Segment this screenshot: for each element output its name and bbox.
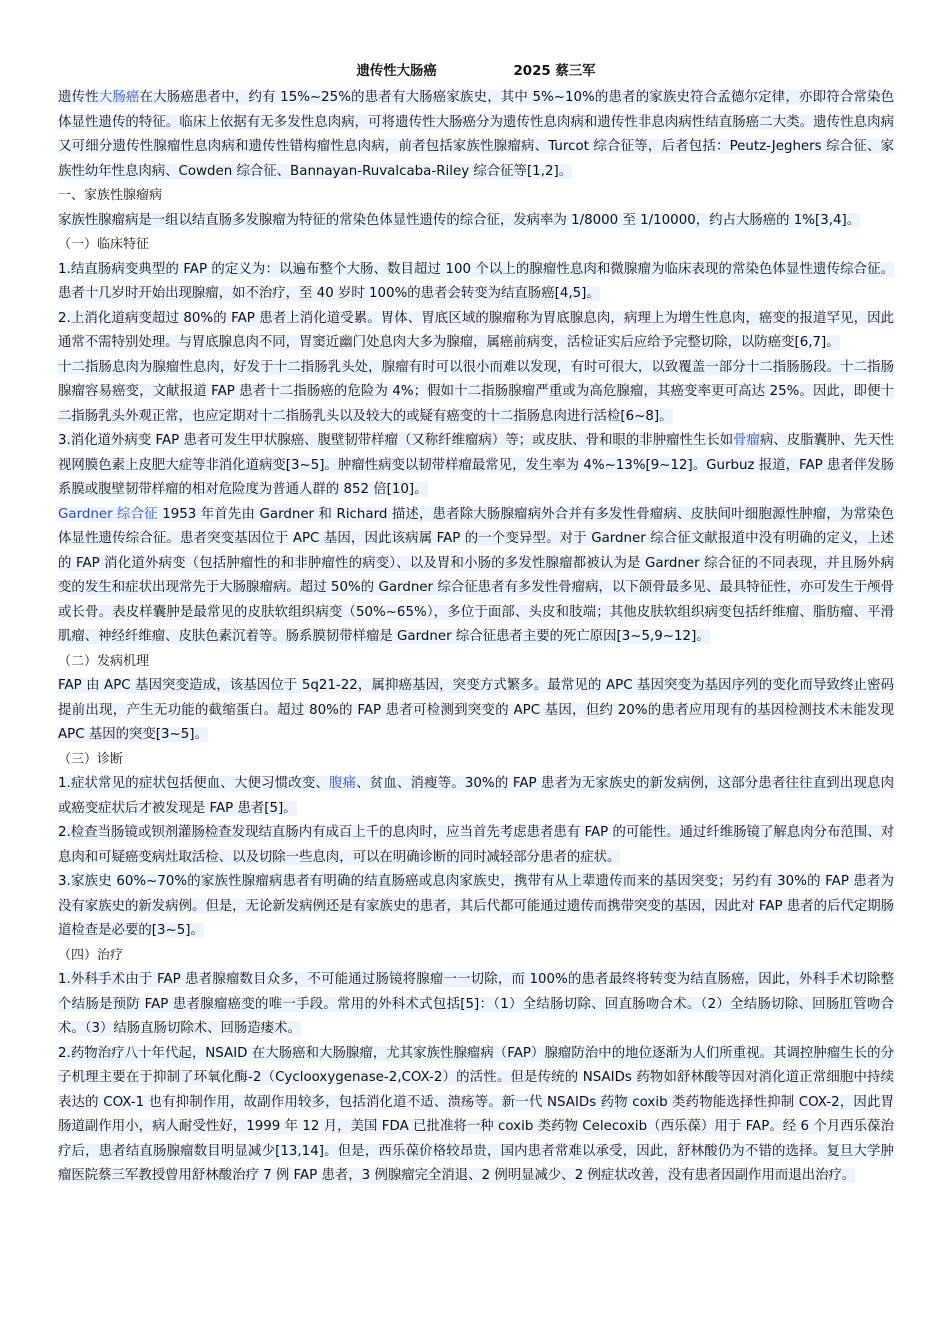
paragraph [58,870,894,944]
paragraph [58,674,894,748]
paragraph [58,258,894,307]
paragraph [58,209,894,234]
section-heading: （一）临床特征 [58,237,150,252]
title-byline: 2025 蔡三军 [513,64,596,79]
paragraph [58,772,894,821]
inline-link[interactable]: Gardner 综合征 [58,506,158,522]
document-body [58,86,894,1189]
paragraph [58,356,894,430]
paragraph [58,86,894,184]
paragraph-text: 3.家族史 60%~70%的家族性腺瘤病患者有明确的结直肠癌或息肉家族史，携带有从上辈遗传而来的基因突变；另约有 30%的 FAP 患者为没有家族史的新发病例。但是，无论新发病例还是有家族史的患者，其后代都可能通过遗传而携带突变的基因，因此对 FAP 患者的后代定期肠道检查是必要的[3~5]。 [58,874,894,938]
paragraph [58,1042,894,1189]
paragraph-text: 遗传性 [58,90,99,105]
title-main: 遗传性大肠癌 [356,64,437,79]
section-heading: （四）治疗 [58,947,124,963]
paragraph-text: FAP 由 APC 基因突变造成，该基因位于 5q21-22，属抑癌基因，突变方式繁多。最常见的 APC 基因突变为基因序列的变化而导致终止密码提前出现，产生无功能的截缩蛋白。超过 80%的 FAP 患者可检测到突变的 APC 基因，但约 20%的患者应用现有的基因检测技术未能发现 APC 基因的突变[3~5]。 [58,678,894,742]
paragraph-text: 在大肠癌患者中，约有 15%~25%的患者有大肠癌家族史，其中 5%~10%的患者的家族史符合孟德尔定律，亦即符合常染色体显性遗传的特征。临床上依据有无多发性息肉病，可将遗传性大肠癌分为遗传性息肉病和遗传性非息肉病性结直肠癌二大类。遗传性息肉病又可细分遗传性腺瘤性息肉病和遗传性错构瘤性息肉病，前者包括家族性腺瘤病、Turcot 综合征等，后者包括：Peutz-Jeghers 综合征、家族性幼年性息肉病、Cowden 综合征、Bannayan-Ruvalcaba-Riley 综合征等[1,2]。 [58,90,895,179]
paragraph-text: 1.外科手术由于 FAP 患者腺瘤数目众多，不可能通过肠镜将腺瘤一一切除，而 100%的患者最终将转变为结直肠癌，因此，外科手术切除整个结肠是预防 FAP 患者腺瘤癌变的唯一手段。常用的外科术式包括[5]：（1）全结肠切除、回直肠吻合术。（2）全结肠切除、回肠肛管吻合术。（3）结肠直肠切除术、回肠造瘘术。 [58,972,894,1036]
paragraph-text: 2.检查当肠镜或钡剂灌肠检查发现结直肠内有成百上千的息肉时，应当首先考虑患者患有 FAP 的可能性。通过纤维肠镜了解息肉分布范围、对息肉和可疑癌变病灶取活检、以及切除一些息肉，可以在明确诊断的同时减轻部分患者的症状。 [58,825,894,865]
paragraph-text: 1953 年首先由 Gardner 和 Richard 描述，患者除大肠腺瘤病外合并有多发性骨瘤病、皮肤间叶细胞源性肿瘤，为常染色体显性遗传综合征。患者突变基因位于 APC 基因，因此该病属 FAP 的一个变异型。对于 Gardner 综合征文献报道中没有明确的定义，上述的 FAP 消化道外病变（包括肿瘤性的和非肿瘤性的病变）、以及胃和小肠的多发性腺瘤都被认为是 Gardner 综合征的不同表现，并且肠外病变的发生和症状出现常先于大肠腺瘤病。超过 50%的 Gardner 综合征患者有多发性骨瘤病，以下颌骨最多见、最具特征性，亦可发生于颅骨或长骨。表皮样囊肿是最常见的皮肤软组织病变（50%~65%），多位于面部、头皮和肢端；其他皮肤软组织病变包括纤维瘤、脂肪瘤、平滑肌瘤、神经纤维瘤、皮肤色素沉着等。肠系膜韧带样瘤是 Gardner 综合征患者主要的死亡原因[3~5,9~12]。 [58,506,895,644]
paragraph [58,503,894,650]
paragraph [58,307,894,356]
paragraph-text: 、贫血、消瘦等。30%的 FAP 患者为无家族史的新发病例，这部分患者往往直到出现息肉或癌变症状后才被发现是 FAP 患者[5]。 [58,776,894,816]
paragraph [58,429,894,503]
paragraph [58,968,894,1042]
paragraph-text: 2.药物治疗八十年代起，NSAID 在大肠癌和大肠腺瘤，尤其家族性腺瘤病（FAP）腺瘤防治中的地位逐渐为人们所重视。其调控肿瘤生长的分子机理主要在于抑制了环氧化酶-2（Cyclooxygenase-2,COX-2）的活性。但是传统的 NSAIDs 药物如舒林酸等因对消化道正常细胞中持续表达的 COX-1 也有抑制作用，故副作用较多，包括消化道不适、溃疡等。新一代 NSAIDs 药物 coxib 类药物能选择性抑制 COX-2，因此胃肠道副作用小，病人耐受性好，1999 年 12 月，美国 FDA 已批准将一种 coxib 类药物 Celecoxib（西乐葆）用于 FAP。经 6 个月西乐葆治疗后，患者结直肠腺瘤数目明显减少[13,14]。但是，西乐葆价格较昂贵，国内患者常难以承受，因此，舒林酸仍为不错的选择。复旦大学肿瘤医院蔡三军教授曾用舒林酸治疗 7 例 FAP 患者，3 例腺瘤完全消退、2 例明显减少、2 例症状改善，没有患者因副作用而退出治疗。 [58,1045,894,1183]
section-heading: （三）诊断 [58,751,124,767]
inline-link[interactable]: 骨瘤 [733,433,760,448]
paragraph-text: 十二指肠息肉为腺瘤性息肉，好发于十二指肠乳头处，腺瘤有时可以很小而难以发现，有时可很大，以致覆盖一部分十二指肠肠段。十二指肠腺瘤容易癌变，文献报道 FAP 患者十二指肠癌的危险为 4%；假如十二指肠腺瘤严重或为高危腺瘤，其癌变率更可高达 25%。因此，即便十二指肠乳头外观正常，也应定期对十二指肠乳头以及较大的或疑有癌变的十二指肠息肉进行活检[6~8]。 [58,359,894,424]
inline-link[interactable]: 大肠癌 [98,90,140,105]
paragraph-text: 3.消化道外病变 FAP 患者可发生甲状腺癌、腹壁韧带样瘤（又称纤维瘤病）等；或皮肤、骨和眼的非肿瘤性生长如 [58,433,734,448]
paragraph-text: 病、皮脂囊肿、先天性视网膜色素上皮肥大症等非消化道病变[3~5]。肿瘤性病变以韧带样瘤最常见，发生率为 4%~13%[9~12]。Gurbuz 报道，FAP 患者伴发肠系膜或腹壁韧带样瘤的相对危险度为普通人群的 852 倍[10]。 [58,433,894,497]
paragraph-text: 2.上消化道病变超过 80%的 FAP 患者上消化道受累。胃体、胃底区域的腺瘤称为胃底腺息肉，病理上为增生性息肉，癌变的报道罕见，因此通常不需特别处理。与胃底腺息肉不同，胃窦近幽门处息肉大多为腺瘤，属癌前病变，活检证实后应给予完整切除，以防癌变[6,7]。 [58,310,894,350]
document-title [58,64,894,80]
section-heading: 一、家族性腺瘤病 [58,188,163,203]
paragraph-text: 1.结直肠病变典型的 FAP 的定义为：以遍布整个大肠、数目超过 100 个以上的腺瘤性息肉和微腺瘤为临床表现的常染色体显性遗传综合征。患者十几岁时开始出现腺瘤，如不治疗，至 40 岁时 100%的患者会转变为结直肠癌[4,5]。 [58,261,894,301]
section-heading: （二）发病机理 [58,653,150,669]
paragraph-text: 1.症状常见的症状包括便血、大便习惯改变、 [58,776,330,791]
paragraph-text: 家族性腺瘤病是一组以结直肠多发腺瘤为特征的常染色体显性遗传的综合征，发病率为 1/8000 至 1/10000，约占大肠癌的 1%[3,4]。 [58,212,861,228]
inline-link[interactable]: 腹痛 [329,776,357,791]
paragraph [58,821,894,870]
